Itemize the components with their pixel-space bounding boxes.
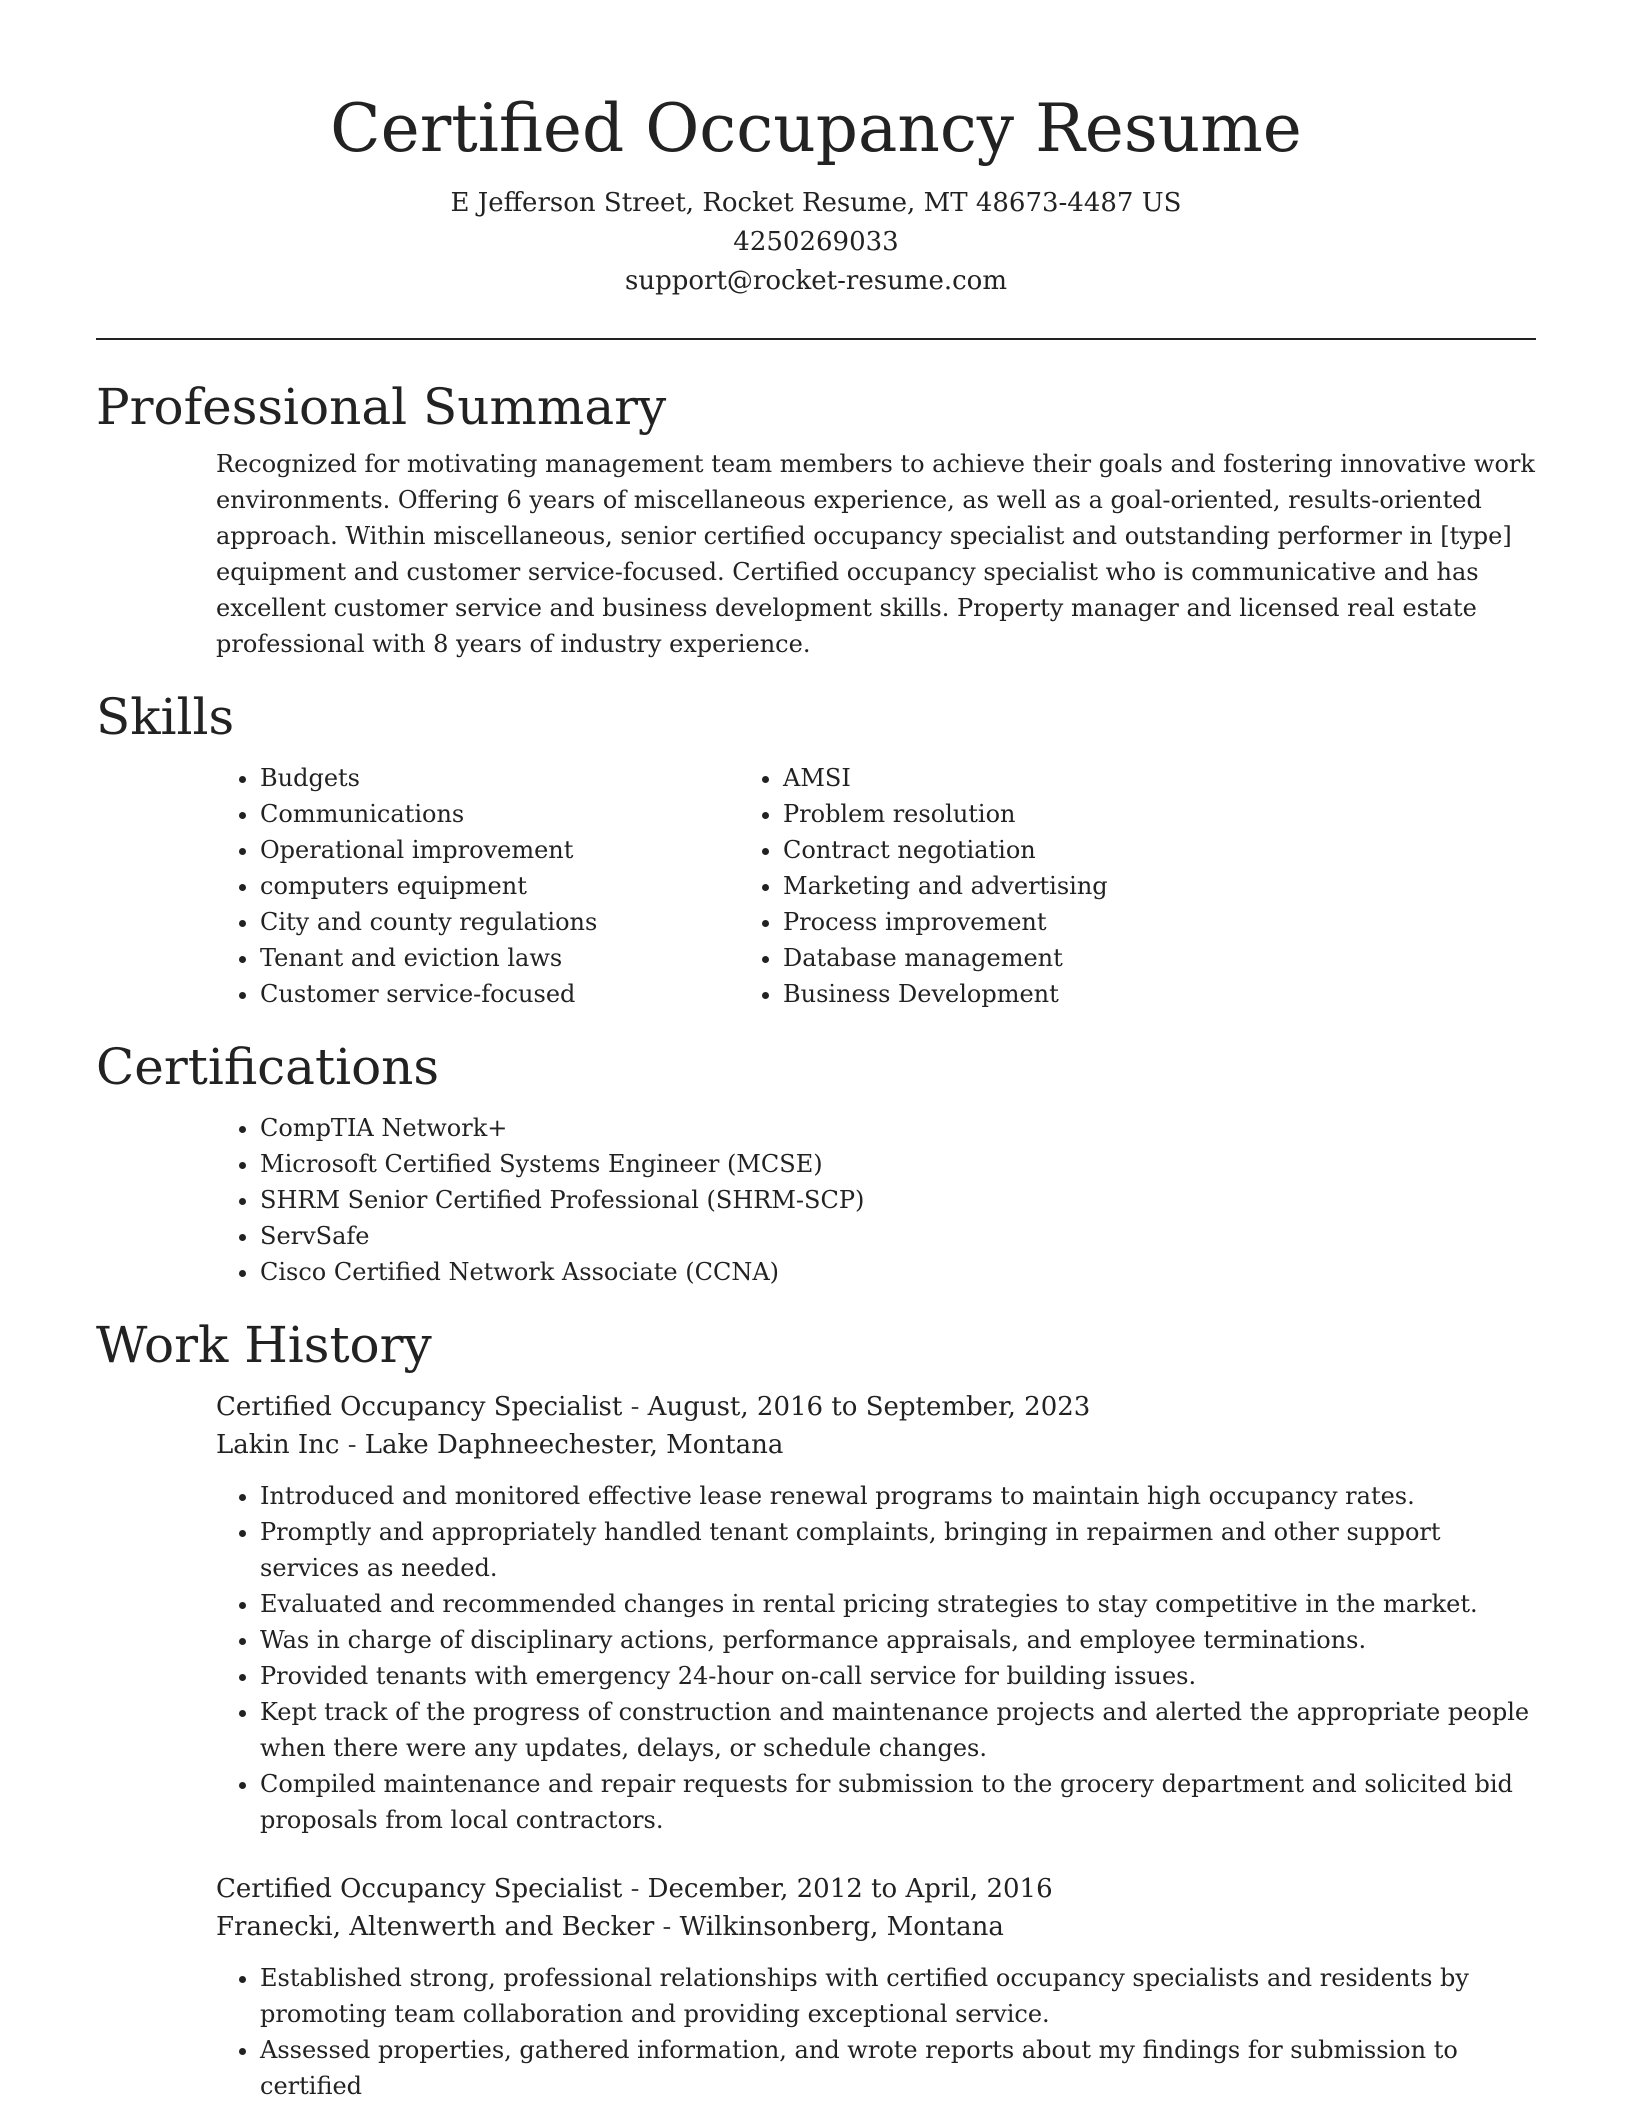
skill-item: • Problem resolution xyxy=(783,796,1396,832)
job-bullet: • Was in charge of disciplinary actions, performance appraisals, and employee terminations. xyxy=(260,1622,1536,1658)
job-location: Lake Daphneechester, Montana xyxy=(364,1430,784,1460)
resume-title: Certified Occupancy Resume xyxy=(330,90,1302,167)
skills-grid xyxy=(96,760,1536,1012)
certification-item: • Cisco Certified Network Associate (CCNA) xyxy=(260,1254,1536,1290)
skill-item: • Database management xyxy=(783,940,1396,976)
resume-page xyxy=(96,0,1536,2104)
contact-email: support@rocket-resume.com xyxy=(624,266,1007,296)
contact-address: E Jefferson Street, Rocket Resume, MT 48673-4487 US xyxy=(450,188,1182,218)
job-bullet: • Introduced and monitored effective lease renewal programs to maintain high occupancy rates. xyxy=(260,1478,1536,1514)
resume-header xyxy=(96,0,1536,301)
skill-item: • Process improvement xyxy=(783,904,1396,940)
certifications-heading: Certifications xyxy=(96,1038,440,1096)
job-bullet-list xyxy=(96,1960,1536,2104)
job-bullet-list xyxy=(96,1478,1536,1838)
skill-item: • AMSI xyxy=(783,760,1396,796)
job-entry xyxy=(96,1870,1536,2104)
job-dates: August, 2016 to September, 2023 xyxy=(647,1392,1091,1422)
job-bullet: • Kept track of the progress of construction and maintenance projects and alerted the appropriate people when there were any updates, delays, or schedule changes. xyxy=(260,1694,1536,1766)
skill-item: • Customer service-focused xyxy=(260,976,746,1012)
contact-block xyxy=(96,184,1536,301)
skill-item: • Operational improvement xyxy=(260,832,746,868)
job-company: Lakin Inc xyxy=(216,1430,340,1460)
job-entry xyxy=(96,1388,1536,1838)
summary-text: Recognized for motivating management team members to achieve their goals and fostering innovative work environments. Offering 6 years of miscellaneous experience, as well as a goal-oriented, results-oriented approach. Within miscellaneous, senior certified occupancy specialist and outstanding performer in [type] equipment and customer service-focused. Certified occupancy specialist who is communicative and has excellent customer service and business development skills. Property manager and licensed real estate professional with 8 years of industry experience. xyxy=(216,450,1535,658)
job-title: Certified Occupancy Specialist xyxy=(216,1392,623,1422)
job-title: Certified Occupancy Specialist xyxy=(216,1874,623,1904)
skills-column-left xyxy=(96,760,746,1012)
summary-section xyxy=(96,374,1536,662)
certifications-section xyxy=(96,1034,1536,1290)
job-bullets xyxy=(96,1478,1536,1838)
work-history-section xyxy=(96,1312,1536,2104)
skill-item: • Budgets xyxy=(260,760,746,796)
skills-list-left xyxy=(96,760,746,1012)
job-company: Franecki, Altenwerth and Becker xyxy=(216,1912,655,1942)
skills-column-right xyxy=(746,760,1396,1012)
job-bullet: • Assessed properties, gathered information, and wrote reports about my findings for submission to certified xyxy=(260,2032,1536,2104)
skill-item: • Contract negotiation xyxy=(783,832,1396,868)
skill-item: • Business Development xyxy=(783,976,1396,1012)
summary-heading: Professional Summary xyxy=(96,378,667,436)
job-title-line: Certified Occupancy Specialist - August, 2016 to September, 2023 xyxy=(216,1392,1091,1422)
work-history-heading: Work History xyxy=(96,1316,432,1374)
job-company-line: Franecki, Altenwerth and Becker - Wilkinsonberg, Montana xyxy=(216,1912,1004,1942)
certifications-list xyxy=(96,1110,1536,1290)
certification-item: • Microsoft Certified Systems Engineer (MCSE) xyxy=(260,1146,1536,1182)
header-divider xyxy=(96,338,1536,340)
job-bullet: • Compiled maintenance and repair requests for submission to the grocery department and solicited bid proposals from local contractors. xyxy=(260,1766,1536,1838)
job-company-line: Lakin Inc - Lake Daphneechester, Montana xyxy=(216,1430,784,1460)
contact-phone: 4250269033 xyxy=(733,227,899,257)
job-location: Wilkinsonberg, Montana xyxy=(679,1912,1004,1942)
skill-item: • Marketing and advertising xyxy=(783,868,1396,904)
skills-heading: Skills xyxy=(96,688,235,746)
certification-item: • ServSafe xyxy=(260,1218,1536,1254)
job-bullet: • Evaluated and recommended changes in rental pricing strategies to stay competitive in the market. xyxy=(260,1586,1536,1622)
skill-item: • City and county regulations xyxy=(260,904,746,940)
job-bullet: • Established strong, professional relationships with certified occupancy specialists and residents by promoting team collaboration and providing exceptional service. xyxy=(260,1960,1536,2032)
skill-item: • computers equipment xyxy=(260,868,746,904)
job-bullet: • Provided tenants with emergency 24-hour on-call service for building issues. xyxy=(260,1658,1536,1694)
skills-list-right xyxy=(746,760,1396,1012)
skills-section xyxy=(96,684,1536,1012)
job-bullets xyxy=(96,1960,1536,2104)
job-dates: December, 2012 to April, 2016 xyxy=(647,1874,1053,1904)
job-title-line: Certified Occupancy Specialist - December, 2012 to April, 2016 xyxy=(216,1874,1053,1904)
certification-item: • SHRM Senior Certified Professional (SHRM-SCP) xyxy=(260,1182,1536,1218)
skill-item: • Tenant and eviction laws xyxy=(260,940,746,976)
job-bullet: • Promptly and appropriately handled tenant complaints, bringing in repairmen and other support services as needed. xyxy=(260,1514,1536,1586)
certification-item: • CompTIA Network+ xyxy=(260,1110,1536,1146)
skill-item: • Communications xyxy=(260,796,746,832)
